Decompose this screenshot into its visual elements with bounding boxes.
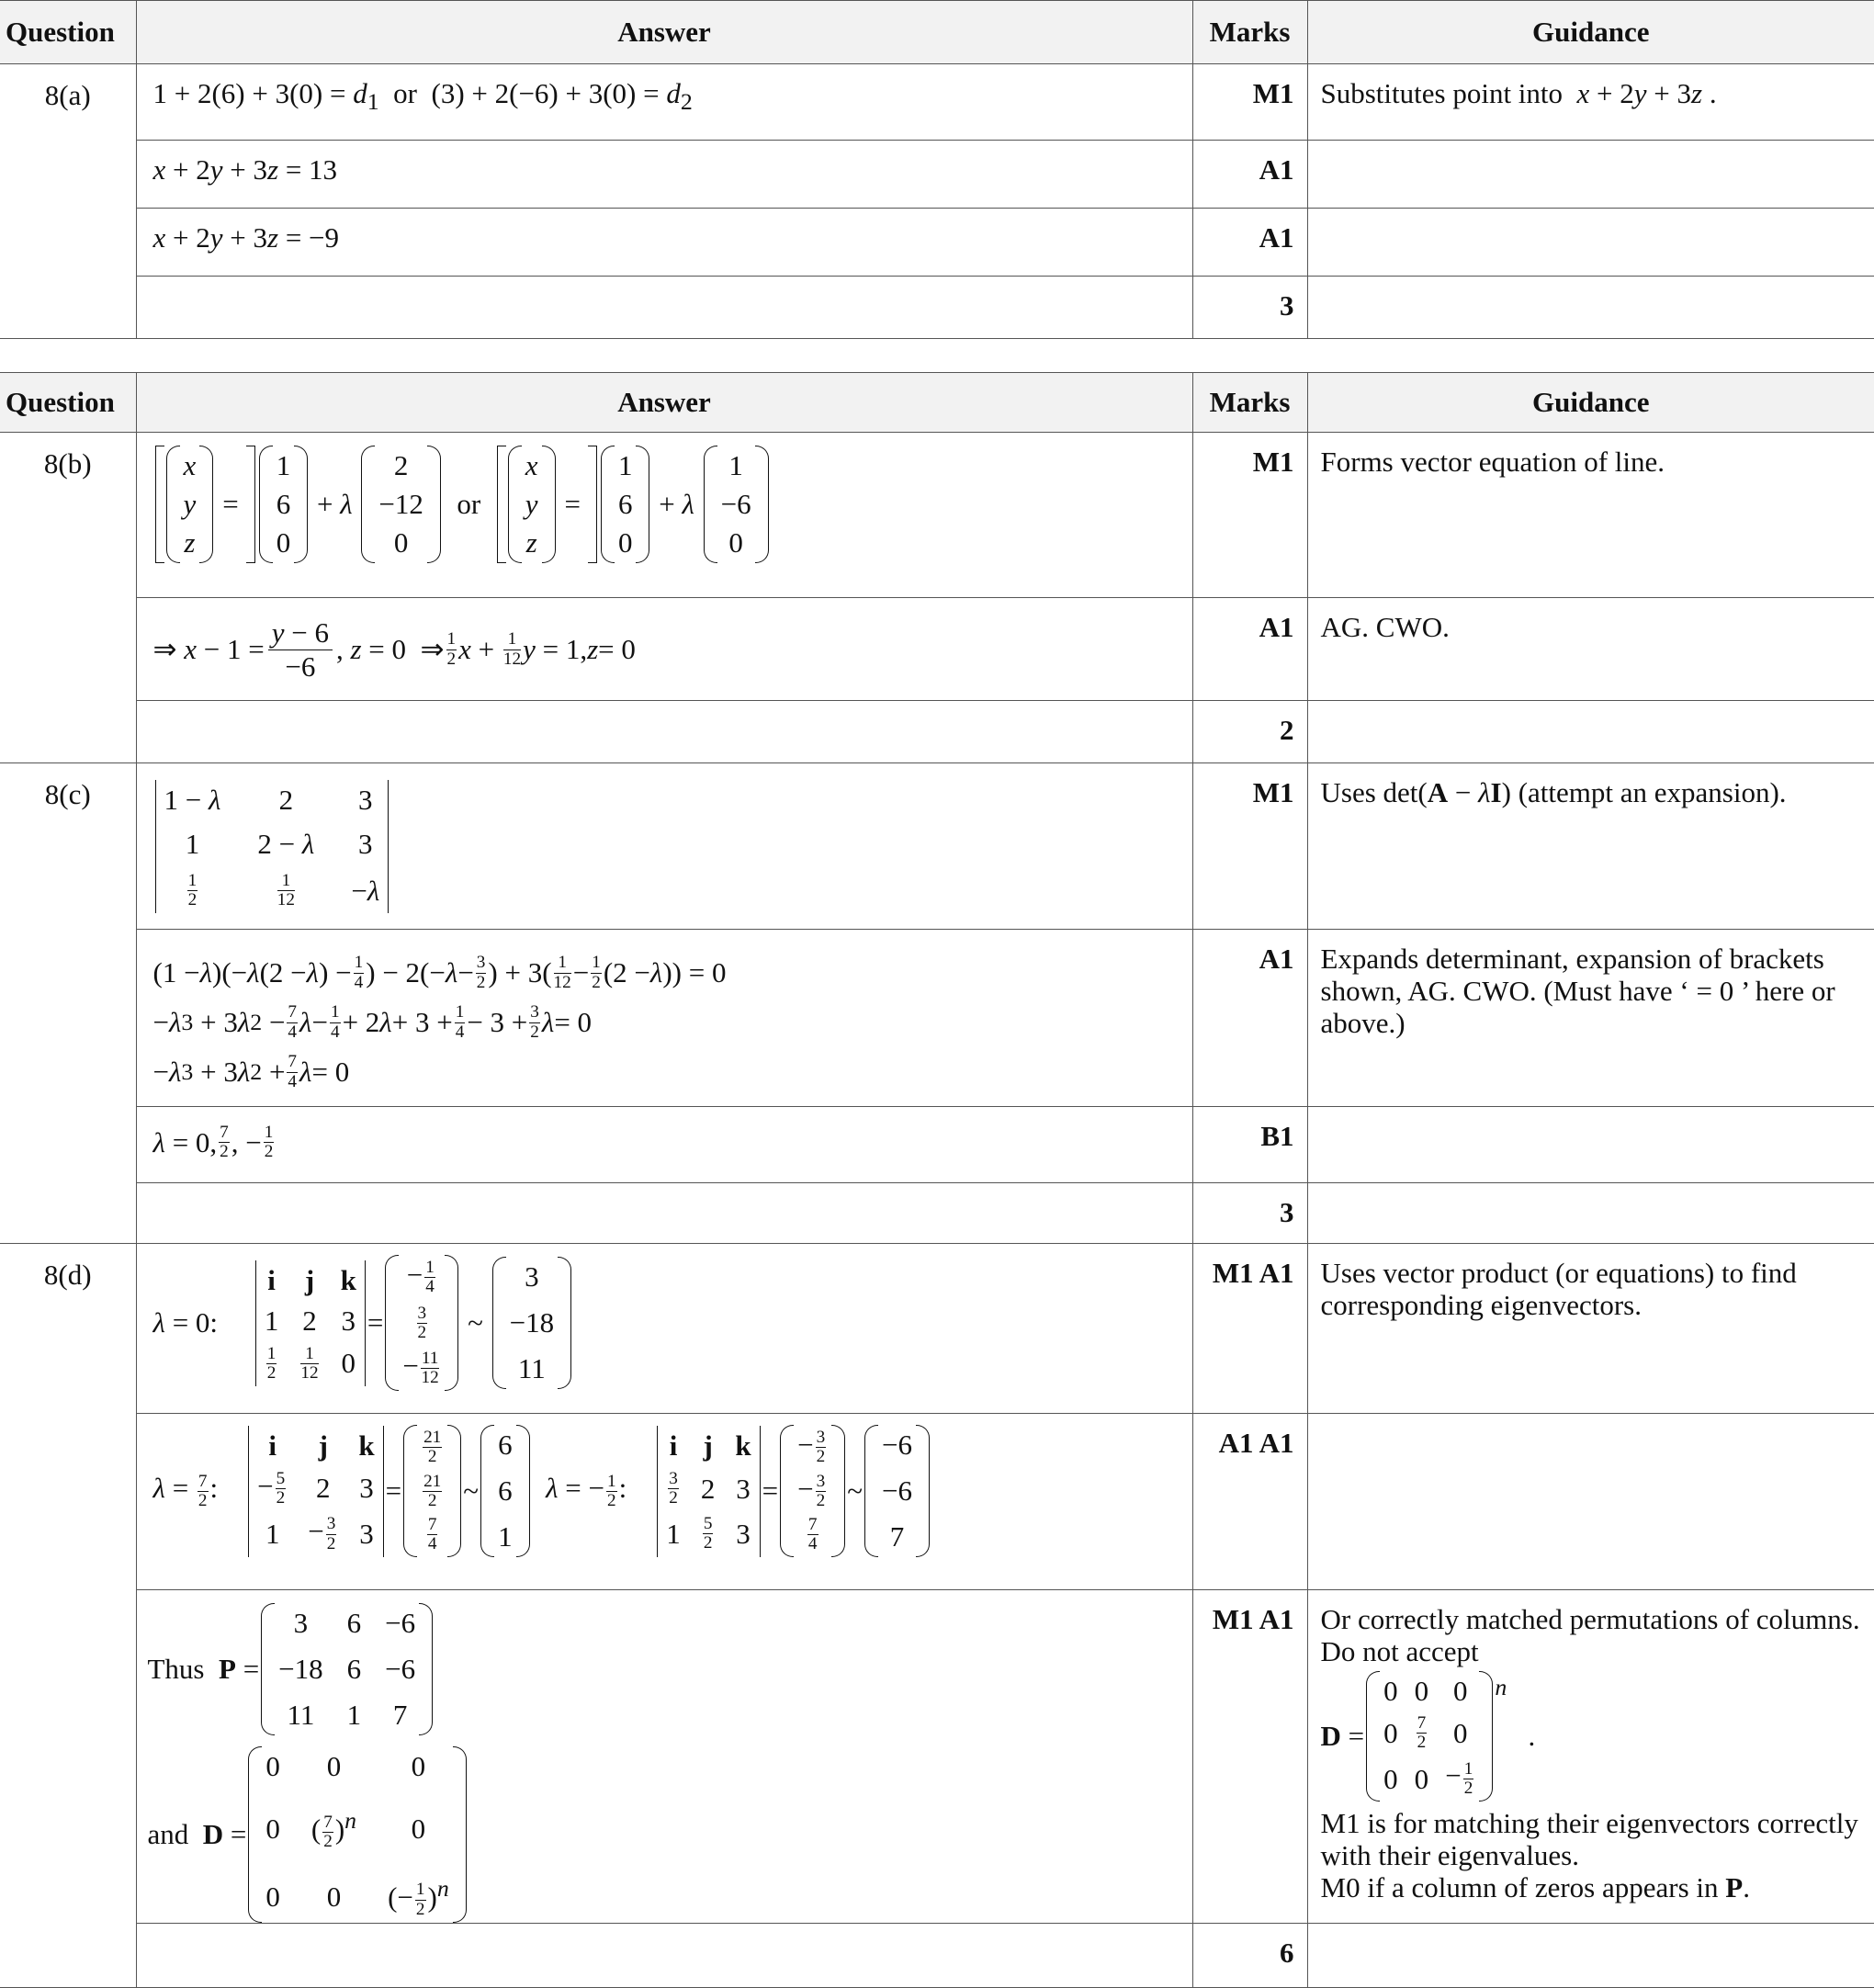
guidance-cell xyxy=(1307,1924,1874,1988)
expansion-working: (1 − λ )(− λ (2 − λ ) − 1 4 ) − 2(− λ − 3 2 ) + 3( 1 12 − 1 2 (2 − λ )) = 0 − λ 3 + 3 λ 2 − 7 4 λ − 1 4 + 2 λ + 3 + 1 4 − 3 + 3 2 λ = 0 − λ 3 + 3 λ 2 + 7 4 λ = 0 xyxy=(152,953,727,1091)
vector-line-equation: x y z = 1 6 0 + λ 2 −12 0 or x y z = 1 6 0 + λ 1 −6 0 xyxy=(153,446,1178,563)
guidance-text: Substitutes point into xyxy=(1320,77,1564,109)
answer-cell xyxy=(136,701,1192,763)
guidance-text: M1 is for matching their eigenvectors correctly with their eigenvalues. xyxy=(1320,1806,1858,1871)
guidance-text: Or correctly matched permutations of columns. xyxy=(1320,1603,1860,1635)
mark: M1 xyxy=(1192,763,1307,930)
guidance-cell xyxy=(1307,64,1874,141)
guidance-formula: x + 2y + 3z . xyxy=(1576,77,1717,109)
mark: M1 xyxy=(1192,64,1307,141)
answer-cell xyxy=(136,433,1192,598)
total-mark: 6 xyxy=(1192,1924,1307,1988)
guidance-cell xyxy=(1307,701,1874,763)
bracket-matrix: x y z = xyxy=(497,446,597,563)
guidance-text: AG. CWO. xyxy=(1307,598,1874,701)
guidance-text: Expands determinant, expansion of brackets shown, AG. CWO. (Must have ‘ = 0 ’ here or above.) xyxy=(1307,930,1874,1107)
question-number: 8(b) xyxy=(0,433,136,763)
header-answer: Answer xyxy=(136,373,1192,433)
mark: A1 xyxy=(1192,209,1307,277)
guidance-text: Forms vector equation of line. xyxy=(1307,433,1874,598)
answer-cell xyxy=(136,1924,1192,1988)
answer-cell xyxy=(136,1244,1192,1414)
total-mark: 3 xyxy=(1192,1183,1307,1244)
thus-label: Thus xyxy=(147,1653,205,1685)
guidance-cell xyxy=(1307,1107,1874,1183)
answer-cell xyxy=(136,1183,1192,1244)
mark: M1 A1 xyxy=(1192,1244,1307,1414)
total-mark: 3 xyxy=(1192,277,1307,339)
header-question: Question xyxy=(0,1,136,64)
guidance-text: M0 if a column of zeros appears in P. xyxy=(1320,1870,1750,1903)
guidance-cell xyxy=(1307,141,1874,209)
guidance-cell xyxy=(1307,1183,1874,1244)
eigenvectors-other: λ = $\frac{7}{2}$ : i j k − $\frac{5}{2}$ 2 3 1 − $\frac{3}{2}$ 3 = 21 2 21 2 7 4 ~ 6 6 1 λ = − $\frac{1}{2}$ : i j k 3 2 2 3 1 5 2 3 = − $\frac{3}{2}$ − $\frac{3}{2}$ 7 4 ~ −6 −6 7 xyxy=(153,1425,1178,1557)
header-guidance: Guidance xyxy=(1307,373,1874,433)
matrix-d: and D = 0 0 0 0 ( $\frac{7}{2}$ )$^n$ 0 0 0 (− $\frac{1}{2}$ )$^n$ xyxy=(148,1746,1178,1923)
total-mark: 2 xyxy=(1192,701,1307,763)
mark: A1 xyxy=(1192,598,1307,701)
answer-cell xyxy=(136,1107,1192,1183)
answer-cell xyxy=(136,1590,1192,1924)
header-marks: Marks xyxy=(1192,373,1307,433)
answer-cell xyxy=(136,141,1192,209)
question-number: 8(d) xyxy=(0,1244,136,1988)
answer-cell xyxy=(136,930,1192,1107)
guidance-cell xyxy=(1307,277,1874,339)
mark: A1 xyxy=(1192,930,1307,1107)
cartesian-equation: ⇒ x − 1 = $\frac{y - 6}{-6}$ , z = 0 ⇒ 1 2 x + 1 12 y = 1, z = 0 xyxy=(152,616,636,683)
answer-equation: x + 2y + 3z = 13 xyxy=(152,153,338,186)
guidance-text: (attempt an expansion). xyxy=(1518,776,1787,808)
guidance-cell xyxy=(1307,763,1874,930)
mark-scheme-table-8b-8d xyxy=(0,372,1874,1988)
guidance-cell xyxy=(1307,1590,1874,1924)
matrix-p: Thus P = 3 6 −6 −18 6 −6 11 1 7 xyxy=(148,1603,1178,1735)
header-answer: Answer xyxy=(136,1,1192,64)
answer-cell xyxy=(136,209,1192,277)
answer-cell xyxy=(136,64,1192,141)
answer-cell xyxy=(136,1414,1192,1590)
answer-cell xyxy=(136,277,1192,339)
mark: A1 xyxy=(1192,141,1307,209)
mark-scheme-table-8a xyxy=(0,0,1874,339)
guidance-formula: det(A − λI) xyxy=(1383,776,1511,808)
mark: M1 xyxy=(1192,433,1307,598)
answer-equation: $1 + 2(6) + 3(0) = d_1$ or $(3) + 2(-6) + 3(0) = d_2$ xyxy=(152,77,693,116)
and-label: and xyxy=(147,1817,189,1850)
eigenvector-lambda-0: λ = 0: i j k 1 2 3 1 2 1 12 0 = − $\frac{1}{4}$ 3 2 − $\frac{11}{12}$ ~ 3 −18 11 xyxy=(153,1255,1178,1391)
guidance-text: Uses xyxy=(1320,776,1376,808)
question-number: 8(a) xyxy=(0,64,136,339)
rejected-matrix-d: D = 0 0 0 0 7 2 0 0 0 − $\frac{1}{2}$ $^n$ . xyxy=(1321,1671,1864,1802)
guidance-text: Do not accept xyxy=(1320,1635,1479,1667)
header-question: Question xyxy=(0,373,136,433)
guidance-text: Uses vector product (or equations) to find corresponding eigenvectors. xyxy=(1307,1244,1874,1414)
mark: B1 xyxy=(1192,1107,1307,1183)
header-marks: Marks xyxy=(1192,1,1307,64)
mark: A1 A1 xyxy=(1192,1414,1307,1590)
question-number: 8(c) xyxy=(0,763,136,1244)
determinant: 1 − λ 2 3 1 2 − λ 3 1 2 1 12 −λ xyxy=(155,780,389,913)
answer-cell xyxy=(136,763,1192,930)
mark: M1 A1 xyxy=(1192,1590,1307,1924)
answer-cell xyxy=(136,598,1192,701)
guidance-cell xyxy=(1307,1414,1874,1590)
guidance-cell xyxy=(1307,209,1874,277)
bracket-matrix: x y z = xyxy=(155,446,255,563)
answer-equation: x + 2y + 3z = −9 xyxy=(152,221,340,254)
header-guidance: Guidance xyxy=(1307,1,1874,64)
eigenvalues: λ = 0, 7 2 , − 1 2 xyxy=(152,1123,274,1162)
